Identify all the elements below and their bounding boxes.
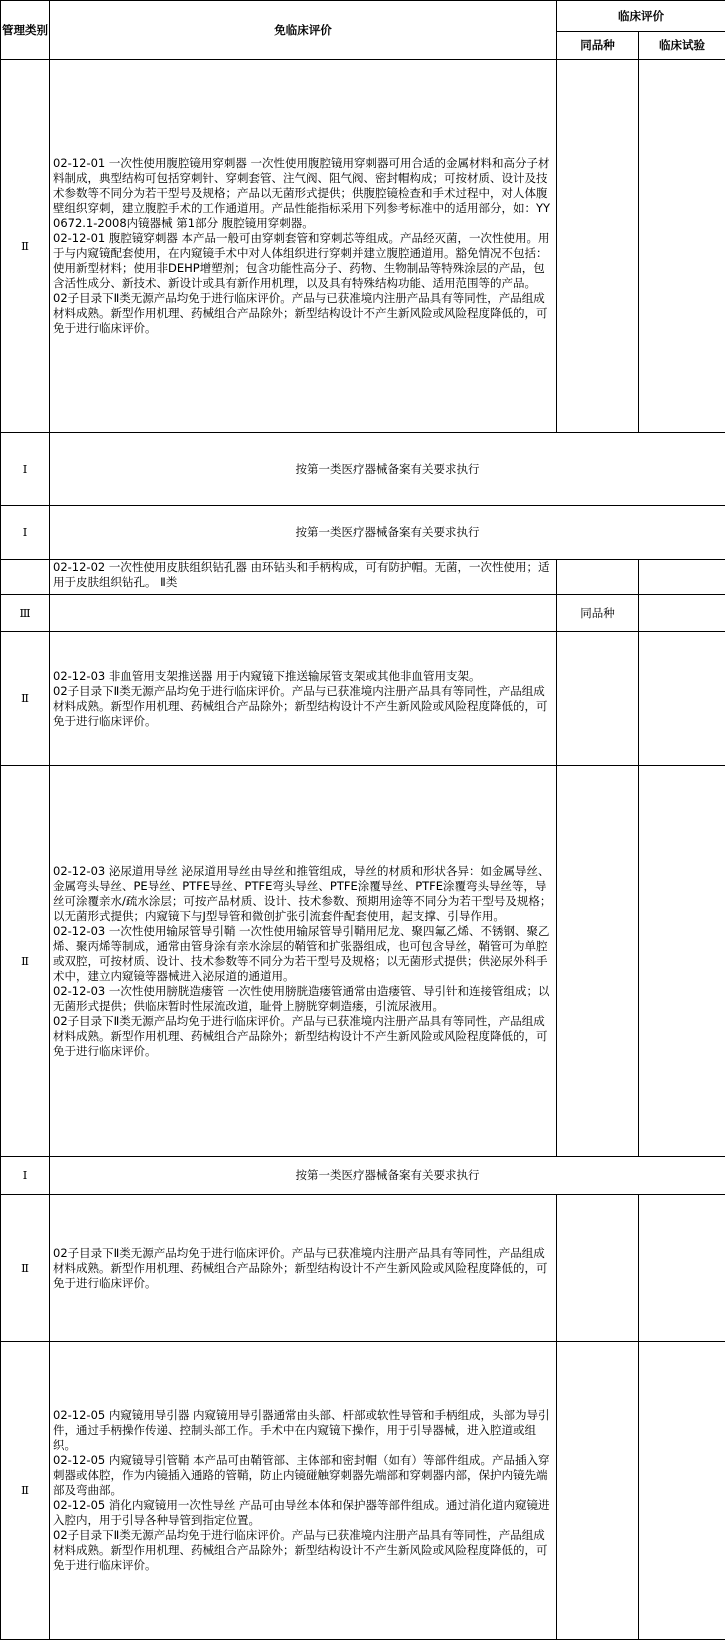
category-cell: Ⅱ [1,632,50,766]
table-row [1,506,725,560]
description-text: 02-12-02 一次性使用皮肤组织钻孔器 由环钻头和手柄构成，可有防护帽。无菌，一次性使用；适用于皮肤组织钻孔。 Ⅱ类 [53,560,550,589]
same-kind-cell [557,1342,639,1640]
description-text: 02子目录下Ⅱ类无源产品均免于进行临床评价。产品与已获准境内注册产品具有等同性，产品组成材料成熟。新型作用机理、药械组合产品除外；新型结构设计不产生新风险或风险程度降低的，可免于进行临床评价。 [53,683,548,728]
table-row [1,560,725,595]
table-row [1,766,725,1157]
table-row [1,1342,725,1640]
table-row [1,60,725,433]
same-kind-cell [557,1195,639,1342]
category-cell [1,560,50,595]
category-cell: Ⅱ [1,1195,50,1342]
category-cell: Ⅰ [1,433,50,506]
description-text: 02子目录下Ⅱ类无源产品均免于进行临床评价。产品与已获准境内注册产品具有等同性，产品组成材料成熟。新型作用机理、药械组合产品除外；新型结构设计不产生新风险或风险程度降低的，可免于进行临床评价。 [53,1245,548,1290]
header-category: 管理类别 [1,1,50,60]
description-text: 02-12-03 一次性使用输尿管导引鞘 一次性使用输尿管导引鞘用尼龙、聚四氟乙烯、不锈钢、聚乙烯、聚丙烯等制成，通常由管身涂有亲水涂层的鞘管和扩张器组成，也可包含导丝，鞘管可为单腔或双腔，可按材质、设计、技术参数等不同分为若干型号及规格；以无菌形式提供；供泌尿外科手术中，建立内窥镜等器械进入泌尿道的通道用。 [53,923,550,983]
category-cell: Ⅰ [1,506,50,560]
filing-note: 按第一类医疗器械备案有关要求执行 [50,1157,725,1195]
filing-note: 按第一类医疗器械备案有关要求执行 [50,433,725,506]
filing-note: 按第一类医疗器械备案有关要求执行 [50,506,725,560]
category-cell: Ⅲ [1,595,50,632]
description-cell [50,1195,557,1342]
description-cell [50,766,557,1157]
description-text: 02-12-05 消化内窥镜用一次性导丝 产品可由导丝本体和保护器等部件组成。通过消化道内窥镜进入腔内，用于引导各种导管到指定位置。 [53,1498,550,1527]
category-cell: Ⅱ [1,766,50,1157]
description-cell [50,60,557,433]
description-cell [50,595,557,632]
table-row [1,1195,725,1342]
same-kind-cell [557,60,639,433]
same-kind-cell [557,766,639,1157]
description-text: 02-12-05 内窥镜导引管鞘 本产品可由鞘管部、主体部和密封帽（如有）等部件组成。产品插入穿刺器或体腔，作为内镜插入通路的管鞘，防止内镜碰触穿刺器先端部和穿刺器内部，保护内镜先端部及弯曲部。 [53,1453,550,1497]
category-cell: Ⅱ [1,1342,50,1640]
description-text: 02子目录下Ⅱ类无源产品均免于进行临床评价。产品与已获准境内注册产品具有等同性，产品组成材料成熟。新型作用机理、药械组合产品除外；新型结构设计不产生新风险或风险程度降低的，可免于进行临床评价。 [53,1013,548,1058]
header-clinical: 临床评价 [557,1,725,32]
description-text: 02-12-03 泌尿道用导丝 泌尿道用导丝由导丝和推管组成，导丝的材质和形状各异：如金属导丝、金属弯头导丝、PE导丝、PTFE导丝、PTFE弯头导丝、PTFE涂覆导丝、PTFE涂覆弯头导丝等，导丝可涂覆亲水/疏水涂层；可按产品材质、设计、技术参数、预期用途等不同分为若干型号及规格；以无菌形式提供；内窥镜下与J型导管和微创扩张引流套件配套使用，起支撑、引导作用。 [53,863,552,923]
description-text: 02-12-03 非血管用支架推送器 用于内窥镜下推送输尿管支架或其他非血管用支架。 [53,668,481,683]
same-kind-cell: 同品种 [557,595,639,632]
category-cell: Ⅱ [1,60,50,433]
table-row [1,1157,725,1195]
description-text: 02-12-01 一次性使用腹腔镜用穿刺器 一次性使用腹腔镜用穿刺器可用合适的金属材料和高分子材料制成，典型结构可包括穿刺针、穿刺套管、注气阀、阻气阀、密封帽构成；可按材质、设计及技术参数等不同分为若干型号及规格；产品以无菌形式提供；供腹腔镜检查和手术过程中，对人体腹壁组织穿刺，建立腹腔手术的工作通道用。产品性能指标采用下列参考标准中的适用部分，如：YY 0672.1-2008内镜器械 第1部分 腹腔镜用穿刺器。 [53,156,551,230]
header-same-kind: 同品种 [557,32,639,60]
clinical-trial-cell [639,560,725,595]
clinical-trial-cell [639,595,725,632]
description-text: 02子目录下Ⅱ类无源产品均免于进行临床评价。产品与已获准境内注册产品具有等同性，产品组成材料成熟。新型作用机理、药械组合产品除外；新型结构设计不产生新风险或风险程度降低的，可免于进行临床评价。 [53,1528,548,1572]
table-row [1,595,725,632]
description-text: 02子目录下Ⅱ类无源产品均免于进行临床评价。产品与已获准境内注册产品具有等同性，产品组成材料成熟。新型作用机理、药械组合产品除外；新型结构设计不产生新风险或风险程度降低的，可免于进行临床评价。 [53,291,548,335]
description-cell [50,560,557,595]
category-cell: Ⅰ [1,1157,50,1195]
description-cell [50,1342,557,1640]
clinical-trial-cell [639,1195,725,1342]
clinical-trial-cell [639,766,725,1157]
description-cell [50,632,557,766]
clinical-trial-cell [639,632,725,766]
description-text: 02-12-05 内窥镜用导引器 内窥镜用导引器通常由头部、杆部或软性导管和手柄组成，头部为导引件，通过手柄操作传递、控制头部工作。手术中在内窥镜下操作，用于引导器械，进入腔道或组织。 [53,1408,550,1452]
table-row [1,632,725,766]
header-clinical-trial: 临床试验 [639,32,725,60]
same-kind-cell [557,632,639,766]
description-text: 02-12-01 腹腔镜穿刺器 本产品一般可由穿刺套管和穿刺芯等组成。产品经灭菌，一次性使用。用于与内窥镜配套使用，在内窥镜手术中对人体组织进行穿刺并建立腹腔通道用。豁免情况不包括：使用新型材料；使用非DEHP增塑剂；包含功能性高分子、药物、生物制品等特殊涂层的产品，包含活性成分、新技术、新设计或具有新作用机理，以及具有特殊结构功能、适用范围等的产品。 [53,231,550,290]
table-row [1,433,725,506]
clinical-trial-cell [639,1342,725,1640]
description-text: 02-12-03 一次性使用膀胱造瘘管 一次性使用膀胱造瘘管通常由造瘘管、导引针和连接管组成；以无菌形式提供；供临床暂时性尿流改道，耻骨上膀胱穿刺造瘘，引流尿液用。 [53,983,550,1013]
same-kind-cell [557,560,639,595]
header-exempt: 免临床评价 [50,1,557,60]
clinical-trial-cell [639,60,725,433]
